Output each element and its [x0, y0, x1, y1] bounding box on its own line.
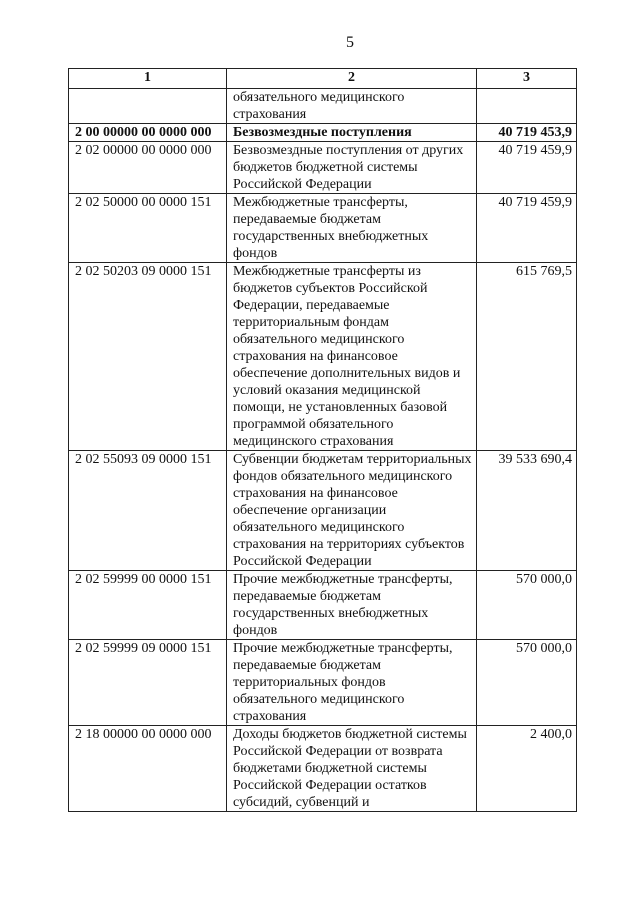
- column-header-code: 1: [69, 69, 227, 89]
- row-code-cell: 2 02 55093 09 0000 151: [69, 451, 227, 571]
- row-amount-cell: 615 769,5: [477, 263, 577, 451]
- row-code-cell: 2 02 50203 09 0000 151: [69, 263, 227, 451]
- row-name-cell: Межбюджетные трансферты из бюджетов субъектов Российской Федерации, передаваемые территориальным фондам обязательного медицинского страхования на финансовое обеспечение дополнительных видов и условий оказания медицинской помощи, не установленных базовой программой обязательного медицинского страхования: [227, 263, 477, 451]
- row-code-cell: 2 02 00000 00 0000 000: [69, 142, 227, 194]
- table-row: [69, 194, 577, 263]
- row-name-cell: Межбюджетные трансферты, передаваемые бюджетам государственных внебюджетных фондов: [227, 194, 477, 263]
- row-code-cell: [69, 89, 227, 124]
- row-code-cell: 2 00 00000 00 0000 000: [69, 124, 227, 142]
- row-code-cell: 2 18 00000 00 0000 000: [69, 726, 227, 812]
- row-amount-cell: [477, 89, 577, 124]
- table-header: [69, 69, 577, 89]
- table-row: [69, 89, 577, 124]
- row-amount-cell: 570 000,0: [477, 640, 577, 726]
- table-row: [69, 263, 577, 451]
- page-number: 5: [346, 34, 354, 51]
- row-code-cell: 2 02 59999 09 0000 151: [69, 640, 227, 726]
- table-row: [69, 571, 577, 640]
- column-header-amount: 3: [477, 69, 577, 89]
- row-name-cell: Безвозмездные поступления от других бюджетов бюджетной системы Российской Федерации: [227, 142, 477, 194]
- table-row: [69, 640, 577, 726]
- row-name-cell: Субвенции бюджетам территориальных фондов обязательного медицинского страхования на финансовое обеспечение организации обязательного медицинского страхования на территориях субъектов Российской Федерации: [227, 451, 477, 571]
- table-row: [69, 726, 577, 812]
- row-name-cell: Безвозмездные поступления: [227, 124, 477, 142]
- table-body: [69, 89, 577, 812]
- row-amount-cell: 40 719 459,9: [477, 142, 577, 194]
- table-row: [69, 451, 577, 571]
- row-amount-cell: 40 719 459,9: [477, 194, 577, 263]
- row-name-cell: Прочие межбюджетные трансферты, передаваемые бюджетам государственных внебюджетных фондов: [227, 571, 477, 640]
- row-name-cell: обязательного медицинского страхования: [227, 89, 477, 124]
- budget-revenue-table: [68, 68, 577, 812]
- row-amount-cell: 39 533 690,4: [477, 451, 577, 571]
- table-row: [69, 142, 577, 194]
- table-row: [69, 124, 577, 142]
- row-name-cell: Доходы бюджетов бюджетной системы Российской Федерации от возврата бюджетами бюджетной системы Российской Федерации остатков субсидий, субвенций и: [227, 726, 477, 812]
- row-code-cell: 2 02 50000 00 0000 151: [69, 194, 227, 263]
- row-amount-cell: 570 000,0: [477, 571, 577, 640]
- row-amount-cell: 2 400,0: [477, 726, 577, 812]
- column-header-name: 2: [227, 69, 477, 89]
- row-code-cell: 2 02 59999 00 0000 151: [69, 571, 227, 640]
- row-amount-cell: 40 719 453,9: [477, 124, 577, 142]
- row-name-cell: Прочие межбюджетные трансферты, передаваемые бюджетам территориальных фондов обязательного медицинского страхования: [227, 640, 477, 726]
